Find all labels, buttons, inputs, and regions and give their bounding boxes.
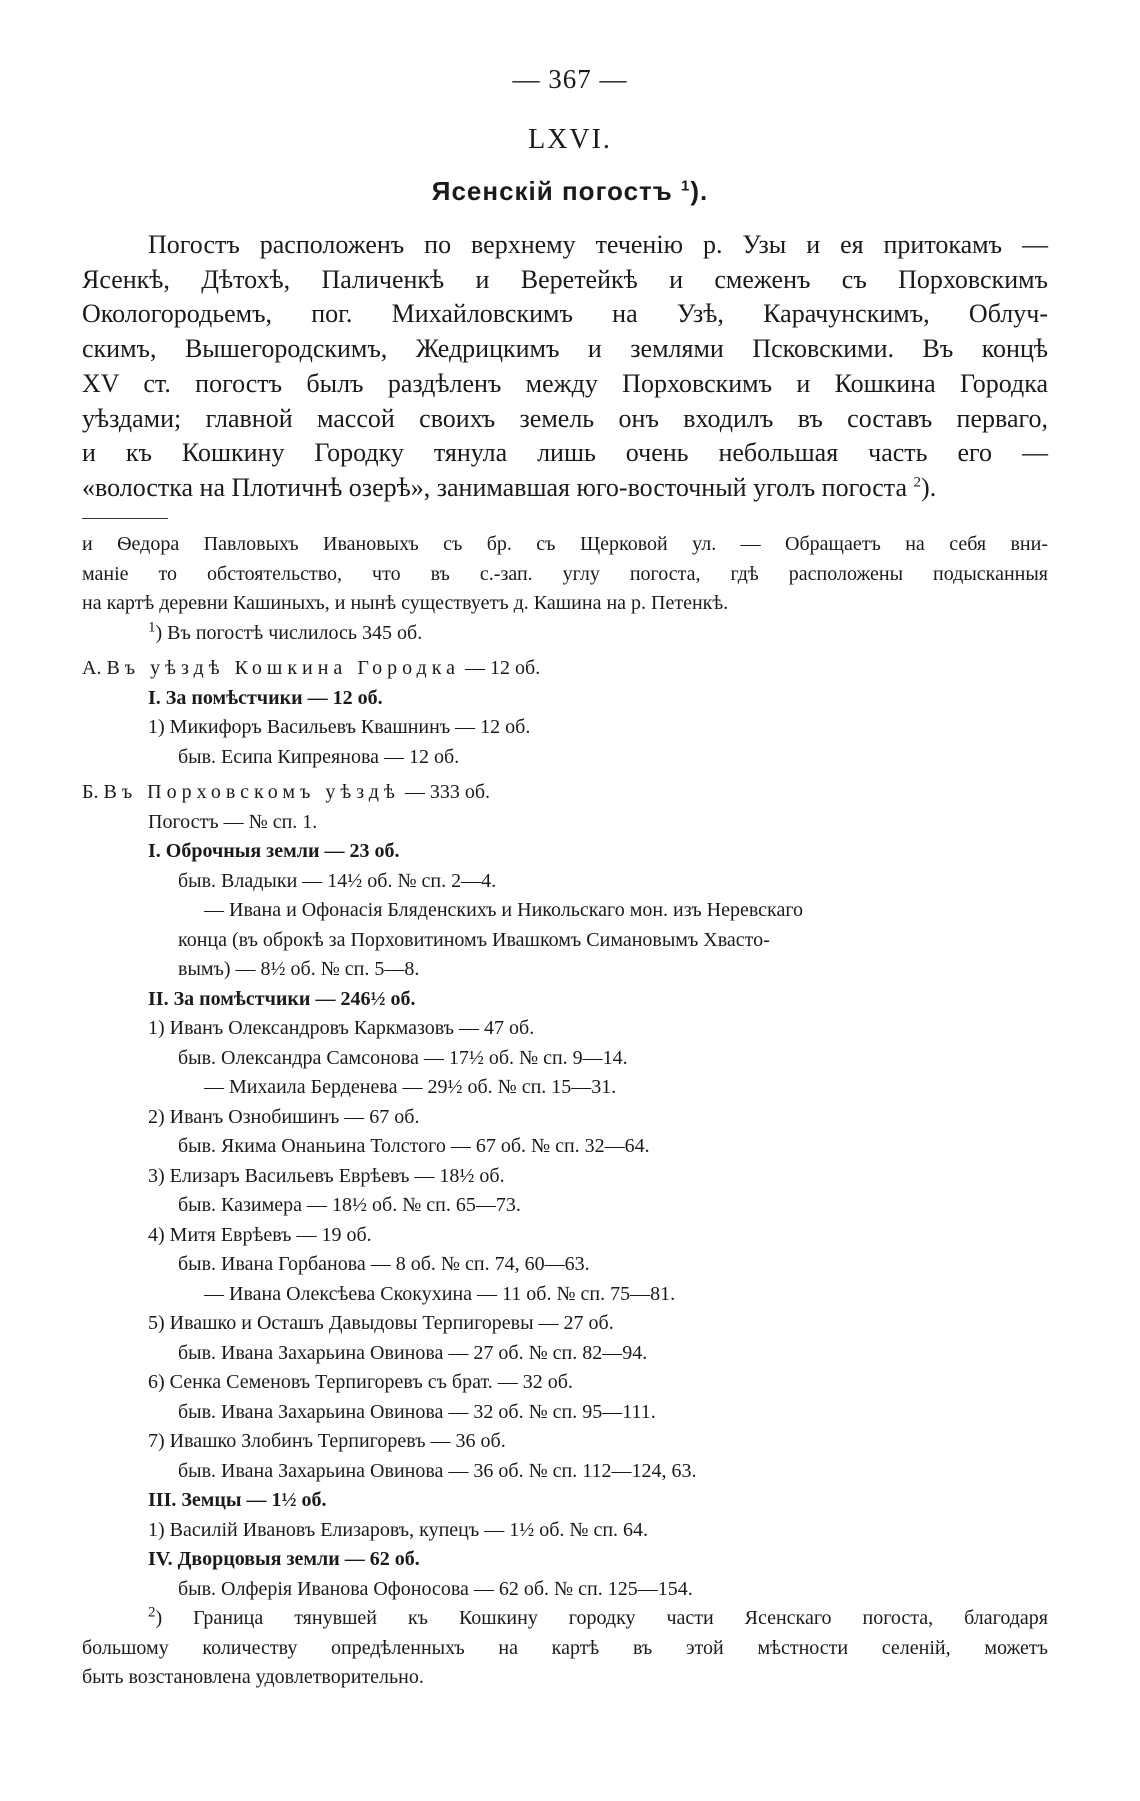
section-a-letter: А. [82,657,102,679]
entry-line: быв. Ивана Горбанова — 8 об. № сп. 74, 60—63. [178,1253,590,1275]
entry-line: — Михаила Берденева — 29½ об. № сп. 15—31. [204,1076,617,1098]
footnote-1 [82,619,1048,649]
footnote-2-line: быть возстановлена удовлетворительно. [82,1666,424,1688]
entry-line: — Ивана Олексѣева Скокухина — 11 об. № сп. 75—81. [204,1282,676,1305]
section-b-subheading: III. Земцы — 1½ об. [148,1489,327,1511]
footnote-continuation-line: и Ѳедора Павловыхъ Ивановыхъ съ бр. съ Щерковой ул. — Обращаетъ на себя вни- [82,533,1048,555]
footnote-2 [82,1604,1048,1634]
intro-last-line [82,471,1048,506]
entry-line: быв. Владыки — 14½ об. № сп. 2—4. [178,869,497,892]
intro-line: Погостъ расположенъ по верхнему теченію р. Узы и ея притокамъ — [148,230,1048,259]
section-b-title: Въ Порховскомъ уѣздѣ [103,781,400,803]
intro-last-close: ). [921,472,937,502]
footnote-continuation-line: на картѣ деревни Кашиныхъ, и нынѣ существуетъ д. Кашина на р. Петенкѣ. [82,592,729,614]
entry-line: 1) Микифоръ Васильевъ Квашнинъ — 12 об. [148,716,531,738]
section-b-subheading: I. Оброчныя земли — 23 об. [148,840,400,862]
chapter-title-close: ). [690,176,709,206]
entry-line: 7) Ивашко Злобинъ Терпигоревъ — 36 об. [148,1430,506,1452]
footnote-2-mark: 2 [148,1604,156,1621]
entry-line: Погостъ — № сп. 1. [148,810,318,833]
section-b-heading [82,778,1048,808]
chapter-title-text: Ясенскій погостъ [431,176,673,206]
entry-line: быв. Ивана Захарьина Овинова — 36 об. № сп. 112—124, 63. [178,1459,697,1482]
intro-line: уѣздами; главной массой своихъ земель онъ входилъ въ составъ перваго, [82,403,1048,433]
entry-line: быв. Есипа Кипреянова — 12 об. [178,745,460,768]
entry-line: быв. Ивана Захарьина Овинова — 27 об. № сп. 82—94. [178,1341,648,1364]
chapter-title [0,176,1140,207]
intro-line: скимъ, Вышегородскимъ, Жедрицкимъ и землями Псковскими. Въ концѣ [82,334,1048,364]
entry-line: быв. Олферія Иванова Офоносова — 62 об. № сп. 125—154. [178,1577,693,1600]
footnote-continuation-line: маніе то обстоятельство, что въ с.-зап. углу погоста, гдѣ расположены подысканныя [82,562,1048,585]
entry-line: 2) Иванъ Ознобишинъ — 67 об. [148,1105,420,1128]
entry-line: конца (въ оброкѣ за Порховитиномъ Ивашкомъ Симановымъ Хвасто- [178,928,770,951]
intro-line: Окологородьемъ, пог. Михайловскимъ на Узѣ, Карачунскимъ, Облуч- [82,299,1048,329]
entry-line: быв. Казимера — 18½ об. № сп. 65—73. [178,1194,521,1216]
section-a-subheading: I. За помѣстчики — 12 об. [148,686,383,709]
entry-line: 1) Иванъ Олександровъ Каркмазовъ — 47 об. [148,1017,535,1039]
entry-line: 4) Митя Еврѣевъ — 19 об. [148,1223,372,1246]
intro-last-text: «волостка на Плотичнѣ озерѣ», занимавшая юго-восточный уголъ погоста [82,472,908,502]
footnote-ref-1: 1 [680,177,691,195]
entry-line: быв. Якима Онаньина Толстого — 67 об. № сп. 32—64. [178,1135,650,1157]
section-b-letter: Б. [82,781,99,803]
section-b-total: — 333 об. [399,781,490,803]
section-b-subheading: IV. Дворцовыя земли — 62 об. [148,1548,420,1570]
section-a-title: Въ уѣздѣ Кошкина Городка [106,657,461,679]
section-a-total: — 12 об. [460,657,541,679]
page-number: — 367 — [512,64,628,94]
section-a-heading [82,654,1048,684]
entry-line: быв. Ивана Захарьина Овинова — 32 об. № сп. 95—111. [178,1400,656,1423]
intro-line: и къ Кошкину Городку тянула лишь очень небольшая часть его — [82,438,1048,468]
entry-line: 5) Ивашко и Осташъ Давыдовы Терпигоревы — 27 об. [148,1312,614,1334]
footnote-1-mark: 1 [148,618,156,635]
intro-line: Ясенкѣ, Дѣтохѣ, Паличенкѣ и Веретейкѣ и смеженъ съ Порховскимъ [82,264,1048,294]
footnote-1-text: ) Въ погостѣ числилось 345 об. [155,621,423,644]
section-b-subheading: II. За помѣстчики — 246½ об. [148,987,416,1010]
notes-section [82,530,1048,1693]
chapter-number: LXVI. [528,124,612,155]
intro-line: XV ст. погостъ былъ раздѣленъ между Порховскимъ и Кошкина Городка [82,368,1048,398]
entry-line: вымъ) — 8½ об. № сп. 5—8. [178,958,420,980]
entry-line: 3) Елизаръ Васильевъ Еврѣевъ — 18½ об. [148,1164,505,1187]
intro-paragraph [82,228,1048,506]
entry-line: — Ивана и Офонасія Бляденскихъ и Никольскаго мон. изъ Неревскаго [204,899,804,921]
footnote-2-line: большому количеству опредѣленныхъ на картѣ въ этой мѣстности селеній, можетъ [82,1636,1048,1659]
entry-line: 1) Василій Ивановъ Елизаровъ, купецъ — 1½ об. № сп. 64. [148,1518,649,1541]
footnote-divider [82,518,168,519]
entry-line: 6) Сенка Семеновъ Терпигоревъ съ брат. — 32 об. [148,1371,573,1393]
footnote-ref-2: 2 [913,474,922,491]
entry-line: быв. Олександра Самсонова — 17½ об. № сп. 9—14. [178,1046,628,1069]
footnote-2-line: ) Граница тянувшей къ Кошкину городку части Ясенскаго погоста, благодаря [155,1607,1048,1629]
